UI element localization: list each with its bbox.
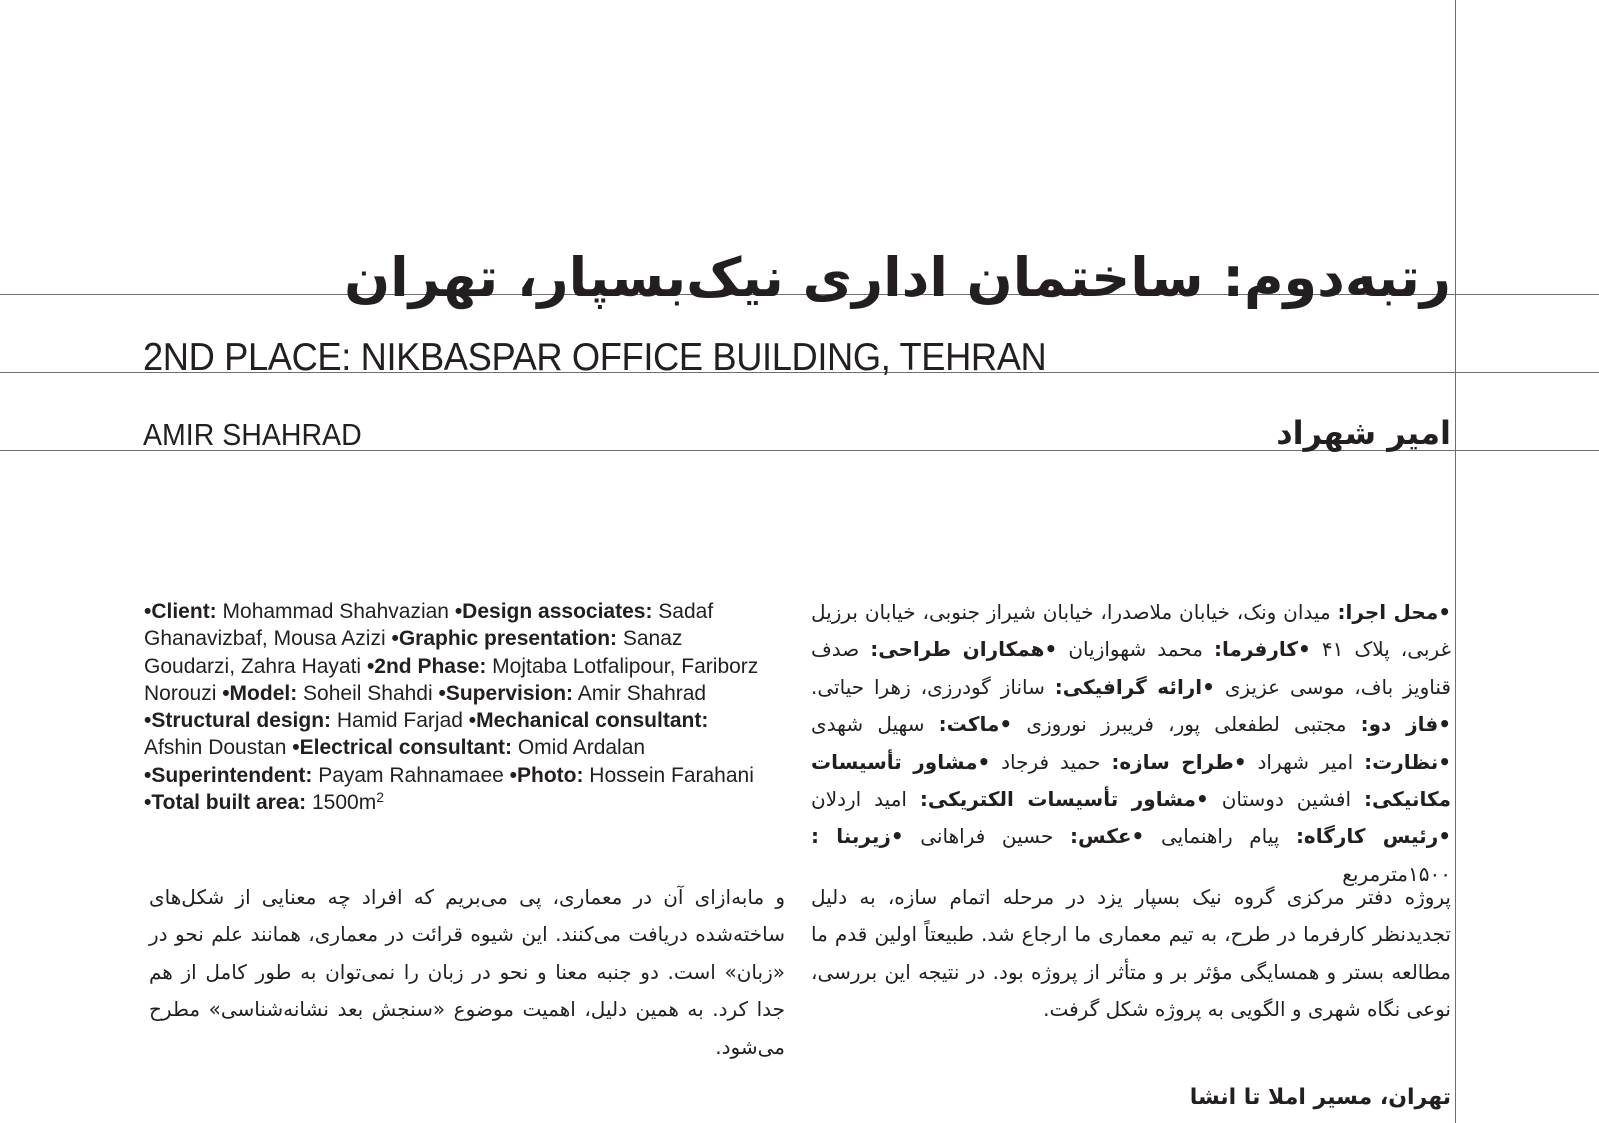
credit-value: پیام راهنمایی [1144,824,1296,849]
credit-value: Hossein Farahani [583,763,754,787]
credit-label: •ارائه گرافیکی: [1054,674,1215,699]
guide-line-vertical [1455,0,1456,1123]
credit-label: •همکاران طراحی: [870,637,1058,662]
credit-value: صدف قناویز باف، موسی عزیزی [811,637,1451,699]
body-paragraph-right: پروژه دفتر مرکزی گروه نیک بسپار یزد در مرحله اتمام سازه، به دلیل تجدیدنظر کارفرما در طرح، به تیم معماری ما ارجاع شد. طبیعتاً اولین قدم ما مطالعه بستر و همسایگی مؤثر بر و متأثر از پروژه بود. در نتیجه این بررسی، نوعی نگاه شهری و الگویی به پروژه شکل گرفت. [811,885,1451,1022]
credit-value: حسین فراهانی [903,824,1070,849]
credit-value: 1500m [306,791,377,815]
credit-label: •Model: [222,681,298,705]
credit-label: •مشاور تأسیسات مکانیکی: [811,749,1452,812]
credit-item [1012,712,1451,736]
credit-value: ۱۵۰۰مترمربع [1342,861,1451,886]
credit-item [1144,824,1451,848]
body-paragraph-left: و مابه‌ازای آن در معماری، پی می‌بریم که افراد چه معنایی از شکل‌های ساخته‌شده دریافت می‌کنند. این شیوه قرائت در معماری، همانند علم نحو در «زبان» است. دو جنبه معنا و نحو در زبان را نمی‌توان به طور کامل از هم جدا کرد. به همین دلیل، اهمیت موضوع «سنجش بعد نشانه‌شناسی» مطرح می‌شود. [149,885,785,1059]
credit-value: محمد شهوازیان [1057,637,1214,662]
credit-value: Amir Shahrad [573,681,707,705]
credit-label: •کارفرما: [1213,637,1311,662]
credit-value: Payam Rahnamaee [312,763,510,787]
credit-value: Mohammad Shahvazian [216,600,455,623]
credit-label: •زیربنا : [811,824,904,849]
credit-label: •ماکت: [938,712,1013,737]
credit-value: ساناز گودرزی، زهرا حیاتی. [811,674,1055,699]
credit-label: •Photo: [509,763,584,787]
credit-item [1057,637,1311,661]
credit-value: Sanaz Goudarzi, Zahra Hayati [144,627,683,678]
credit-value: افشین دوستان [1208,787,1364,812]
credit-value: امیر شهراد [1246,749,1365,774]
credit-item [439,682,707,705]
credit-value: مجتبی لطفعلی پور، فریبرز نوروزی [1012,712,1361,737]
credit-label: •نظارت: [1364,749,1451,774]
credit-item [144,791,384,814]
credit-label: •طراح سازه: [1111,749,1247,774]
author-name-english: AMIR SHAHRAD [143,417,362,452]
credit-value: Soheil Shahdi [297,681,439,705]
credit-item [1247,750,1451,774]
credit-label: •فاز دو: [1360,712,1451,737]
credit-label: •Mechanical consultant: [468,709,709,733]
credits-english [144,598,760,816]
credit-label: •Electrical consultant: [292,736,513,760]
credit-label: •Client: [144,600,217,623]
credit-item [144,764,510,787]
superscript: 2 [376,789,384,806]
credits-persian [811,594,1451,893]
credit-label: •محل اجرا: [1337,600,1451,624]
credit-label: •Structural design: [144,709,332,733]
credit-label: •Design associates: [454,600,653,623]
credit-label: •رئیس کارگاه: [1295,824,1451,849]
credit-value: Sadaf Ghanavizbaf, Mousa Azizi [144,600,714,651]
credit-item [292,736,645,759]
credit-item [144,600,455,623]
credit-label: •Graphic presentation: [391,627,618,651]
credit-value: حمید فرجاد [990,749,1112,774]
credit-value: Hamid Farjad [331,709,469,733]
credit-value: Mojtaba Lotfalipour, Fariborz Norouzi [144,654,759,705]
credit-item [904,824,1145,848]
credit-value: Afshin Doustan [144,736,293,760]
section-subheading: تهران، مسیر املا تا انشا [1189,1085,1451,1110]
credit-label: •2nd Phase: [366,654,487,678]
credit-label: •Total built area: [144,791,307,815]
credit-value: Omid Ardalan [512,736,646,760]
credit-item [811,712,1012,736]
credit-value: سهیل شهدی [811,712,939,737]
author-name-persian: امیر شهراد [1276,414,1451,452]
credit-label: •Supervision: [438,681,574,705]
credit-item [811,787,1209,811]
credit-value: امید اردلان [811,787,920,812]
credit-label: •Superintendent: [144,763,313,787]
page-title-english: 2ND PLACE: NIKBASPAR OFFICE BUILDING, TEHRAN [143,336,1047,379]
credit-label: •مشاور تأسیسات الکتریکی: [919,787,1209,812]
credit-item [144,709,469,732]
credit-item [510,764,754,787]
credit-item [811,675,1215,699]
page-title-persian: رتبه‌دوم: ساختمان اداری نیک‌بسپار، تهران [344,246,1451,309]
credit-label: •عکس: [1069,824,1145,849]
credit-item [222,682,438,705]
credit-item [990,750,1246,774]
credit-value: میدان ونک، خیابان ملاصدرا، خیابان شیراز جنوبی، خیابان برزیل غربی، پلاک ۴۱ [811,600,1451,662]
